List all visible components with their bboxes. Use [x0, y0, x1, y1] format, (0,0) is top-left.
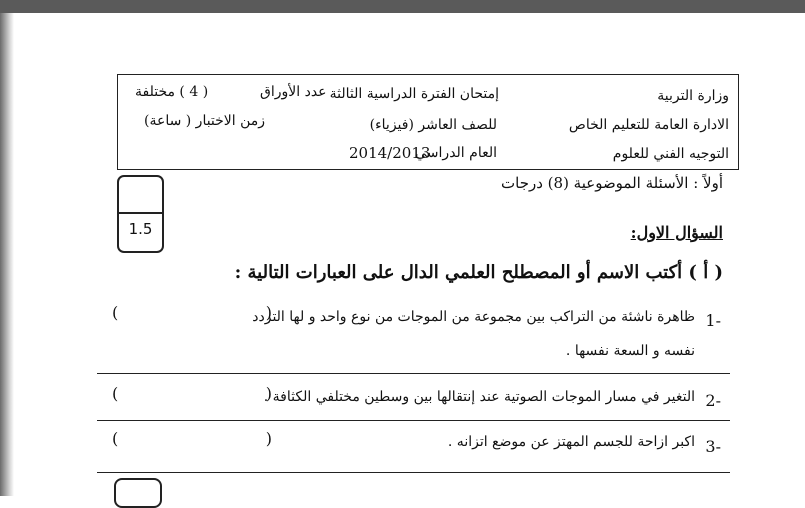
item-2-answer-blank: ( ): [112, 384, 272, 403]
ministry-name: وزارة التربية: [657, 88, 729, 104]
exam-title: إمتحان الفترة الدراسية الثالثة: [329, 86, 499, 102]
exam-duration: زمن الاختبار ( ساعة): [144, 113, 266, 129]
academic-year-value: 2014/2013: [349, 144, 431, 162]
academic-year-label: العام الدراسي: [415, 145, 497, 161]
exam-header-box: [117, 74, 739, 170]
question-heading: السؤال الاول:: [630, 223, 723, 242]
supervision-name: التوجيه الفني للعلوم: [612, 146, 729, 162]
pages-count-value: ( 4 ) مختلفة: [135, 84, 209, 100]
pages-count-label: عدد الأوراق: [260, 84, 327, 100]
section-title: أولاً : الأسئلة الموضوعية (8) درجات: [501, 174, 723, 192]
item-3-answer-blank: ( ): [112, 429, 272, 448]
item-3-divider: [97, 472, 730, 473]
item-1-answer-blank: ( ): [112, 303, 272, 322]
item-3-number: -3: [705, 437, 721, 456]
score-value: 1.5: [128, 220, 153, 238]
question-instruction: ( أ ) أكتب الاسم أو المصطلح العلمي الدال على العبارات التالية :: [234, 262, 723, 283]
item-1-divider: [97, 373, 730, 374]
grade-subject: للصف العاشر (فيزياء): [369, 117, 497, 133]
item-1-text-line1: ظاهرة ناشئة من التراكب بين مجموعة من الموجات من نوع واحد و لها التردد: [252, 309, 695, 325]
item-3-text: اكبر ازاحة للجسم المهتز عن موضع اتزانه .: [447, 434, 695, 450]
score-box-divider: [119, 212, 162, 214]
item-1-number: -1: [705, 311, 721, 330]
next-score-box: [114, 478, 162, 508]
item-2-text: التغير في مسار الموجات الصوتية عند إنتقالها بين وسطين مختلفي الكثافة .: [263, 389, 695, 405]
item-1-text-line2: نفسه و السعة نفسها .: [565, 343, 695, 359]
page-edge-shadow: [0, 13, 14, 496]
item-2-divider: [97, 420, 730, 421]
department-name: الادارة العامة للتعليم الخاص: [568, 117, 729, 133]
item-2-number: -2: [705, 391, 721, 410]
viewer-top-bar: [0, 0, 805, 13]
score-box: [117, 175, 164, 253]
